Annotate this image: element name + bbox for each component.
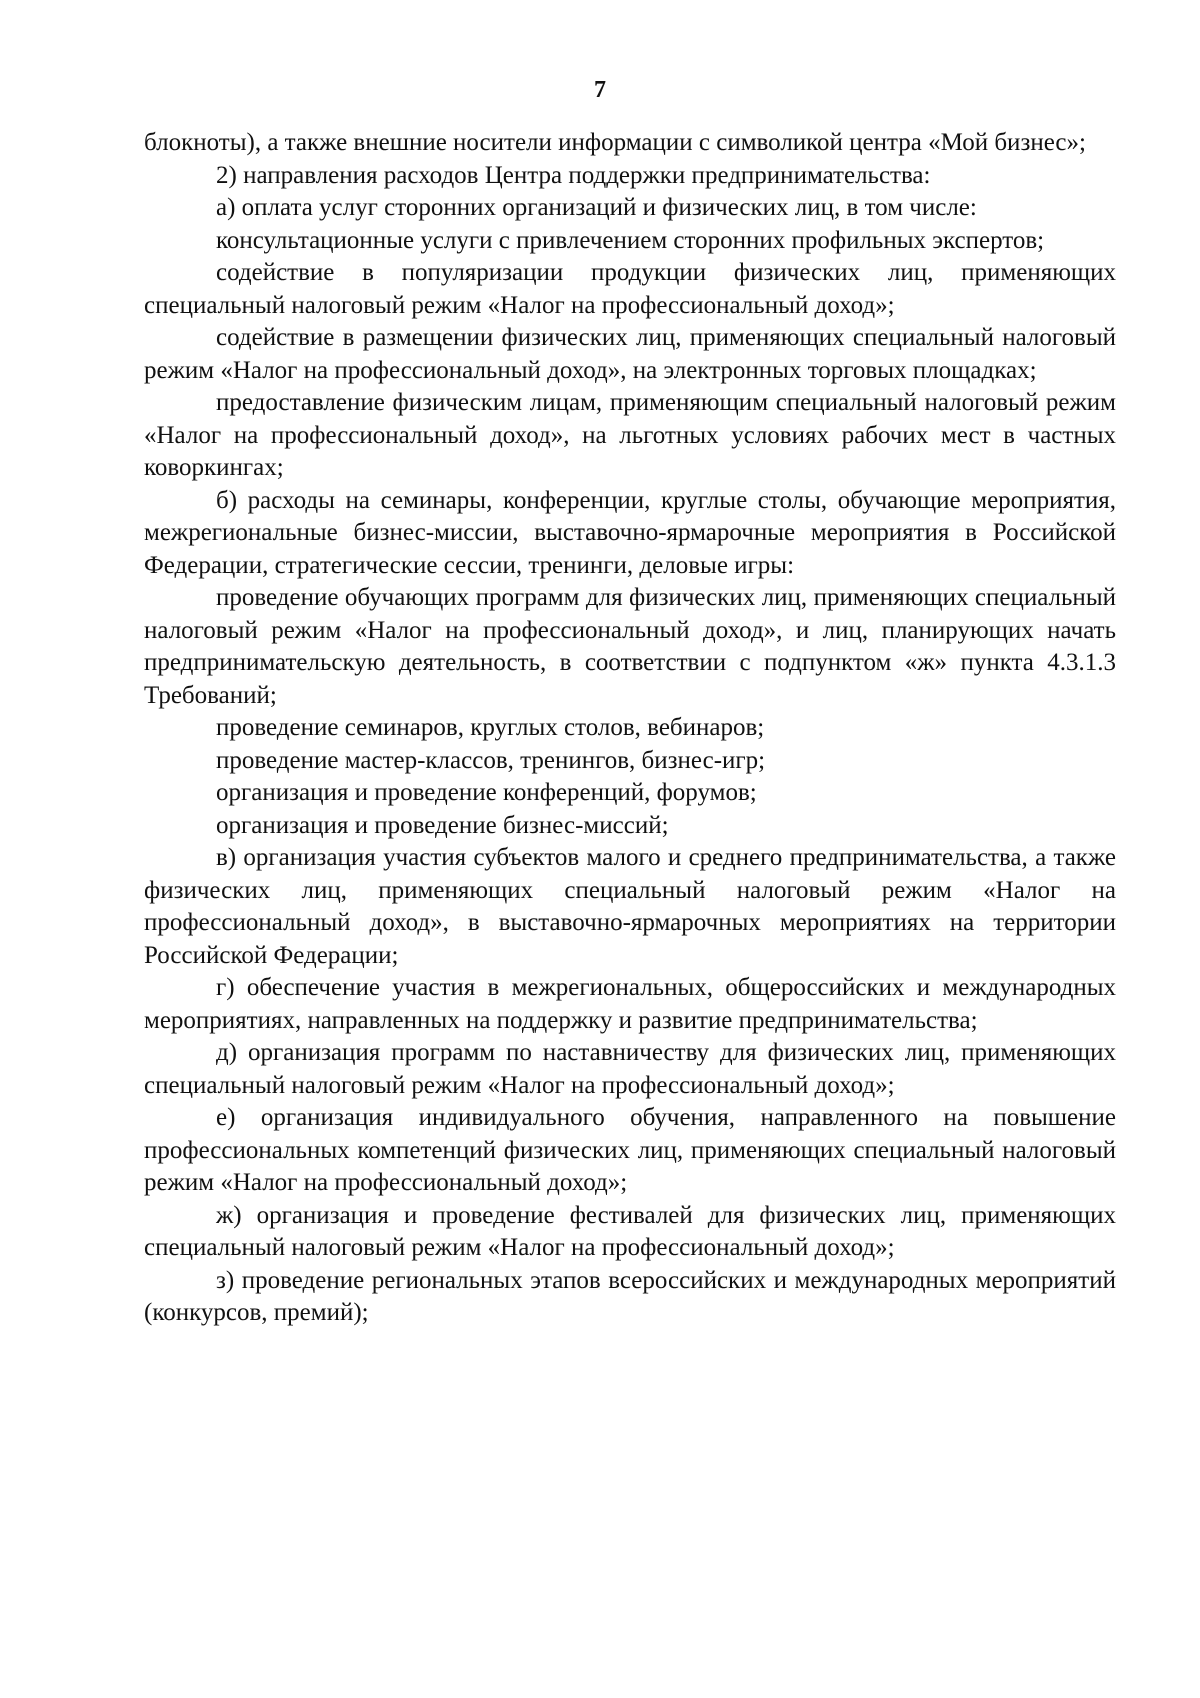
paragraph-item-d: д) организация программ по наставничеству для физических лиц, применяющих специальный налоговый режим «Налог на профессиональный доход»; xyxy=(144,1039,1116,1099)
paragraph-continuation: блокноты), а также внешние носители информации с символикой центра «Мой бизнес»; xyxy=(144,129,1086,156)
paragraph-item-z: з) проведение региональных этапов всероссийских и международных мероприятий (конкурсов, премий); xyxy=(144,1266,1116,1326)
paragraph-training-programs: проведение обучающих программ для физических лиц, применяющих специальный налоговый режим «Налог на профессиональный доход», и лиц, планирующих начать предпринимательскую деятельность, в соответствии с подпунктом «ж» пункта 4.3.1.3 Требований; xyxy=(144,584,1116,709)
paragraph-seminars: проведение семинаров, круглых столов, вебинаров; xyxy=(216,714,765,741)
paragraph-item-a: а) оплата услуг сторонних организаций и физических лиц, в том числе: xyxy=(216,194,977,221)
paragraph-promotion: содействие в популяризации продукции физических лиц, применяющих специальный налоговый режим «Налог на профессиональный доход»; xyxy=(144,259,1116,319)
paragraph-marketplaces: содействие в размещении физических лиц, применяющих специальный налоговый режим «Налог на профессиональный доход», на электронных торговых площадках; xyxy=(144,324,1116,384)
paragraph-item-v: в) организация участия субъектов малого и среднего предпринимательства, а также физических лиц, применяющих специальный налоговый режим «Налог на профессиональный доход», в выставочно-ярмарочных мероприятиях на территории Российской Федерации; xyxy=(144,844,1116,969)
page-number: 7 xyxy=(594,77,606,103)
paragraph-masterclasses: проведение мастер-классов, тренингов, бизнес-игр; xyxy=(216,746,766,774)
paragraph-section-2: 2) направления расходов Центра поддержки предпринимательства: xyxy=(216,161,931,189)
paragraph-conferences: организация и проведение конференций, форумов; xyxy=(216,779,757,806)
paragraph-business-missions: организация и проведение бизнес-миссий; xyxy=(216,811,669,839)
paragraph-consulting: консультационные услуги с привлечением сторонних профильных экспертов; xyxy=(216,226,1045,254)
paragraph-item-g: г) обеспечение участия в межрегиональных, общероссийских и международных мероприятиях, направленных на поддержку и развитие предпринимательства; xyxy=(144,974,1116,1034)
document-body xyxy=(144,127,1116,1330)
paragraph-item-zh: ж) организация и проведение фестивалей для физических лиц, применяющих специальный налоговый режим «Налог на профессиональный доход»; xyxy=(144,1201,1116,1261)
paragraph-item-e: е) организация индивидуального обучения, направленного на повышение профессиональных компетенций физических лиц, применяющих специальный налоговый режим «Налог на профессиональный доход»; xyxy=(144,1104,1116,1196)
paragraph-coworking: предоставление физическим лицам, применяющим специальный налоговый режим «Налог на профессиональный доход», на льготных условиях рабочих мест в частных коворкингах; xyxy=(144,389,1116,481)
paragraph-item-b: б) расходы на семинары, конференции, круглые столы, обучающие мероприятия, межрегиональные бизнес-миссии, выставочно-ярмарочные мероприятия в Российской Федерации, стратегические сессии, тренинги, деловые игры: xyxy=(144,486,1116,579)
